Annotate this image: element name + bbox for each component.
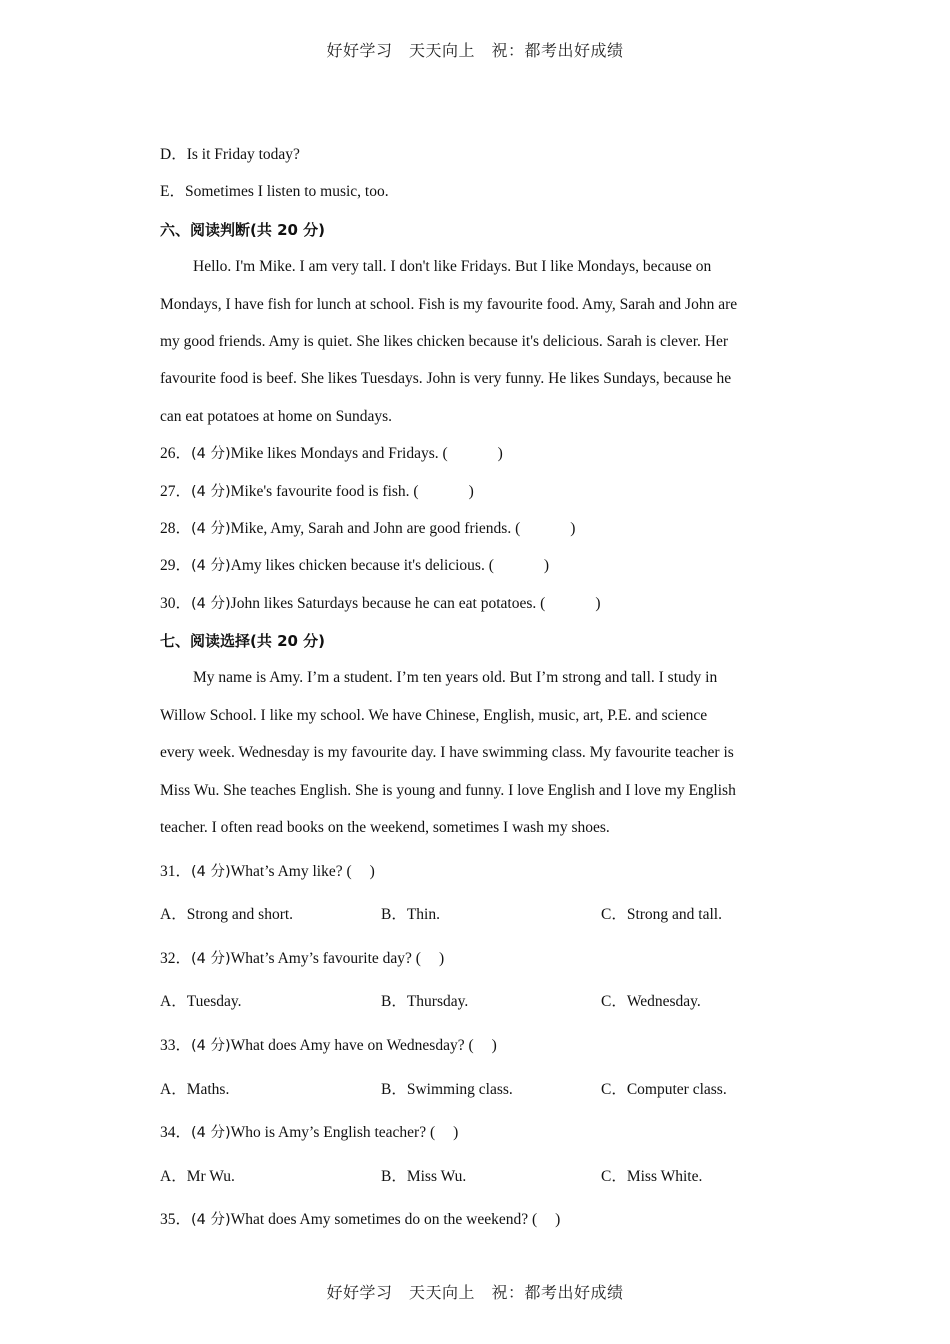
option-text: Tuesday. — [186, 993, 242, 1011]
question-close: ) — [595, 594, 601, 612]
options-31 — [160, 904, 792, 948]
option-letter: A． — [160, 1080, 187, 1098]
passage-1-line: Mondays, I have fish for lunch at school. Fish is my favourite food. Amy, Sarah and John are — [160, 295, 738, 313]
option-c[interactable] — [601, 1079, 727, 1101]
question-score: (4 分) — [191, 1038, 231, 1054]
section-6-title: 六、阅读判断(共 20 分) — [160, 220, 326, 239]
question-close: ) — [543, 557, 550, 575]
option-text: Wednesday. — [626, 993, 701, 1011]
option-b[interactable] — [381, 904, 440, 926]
option-a[interactable] — [160, 1166, 235, 1188]
question-score: (4 分) — [191, 483, 231, 500]
option-a[interactable] — [160, 1079, 229, 1101]
option-letter: C． — [601, 993, 627, 1011]
question-score: (4 分) — [191, 863, 231, 880]
option-e — [160, 181, 792, 218]
option-a[interactable] — [160, 991, 242, 1013]
option-text: Miss Wu. — [406, 1167, 467, 1185]
option-letter: D． — [160, 146, 187, 163]
passage-2-line: every week. Wednesday is my favourite day. I have swimming class. My favourite teacher is — [160, 744, 734, 762]
option-text: Strong and tall. — [626, 906, 722, 924]
passage-2-line: Willow School. I like my school. We have Chinese, English, music, art, P.E. and science — [160, 706, 708, 724]
option-letter: A． — [160, 1167, 187, 1185]
question-text: Mike likes Mondays and Fridays. ( — [230, 445, 448, 463]
passage-1-line: can eat potatoes at home on Sundays. — [160, 407, 393, 425]
question-number: 34． — [160, 1124, 192, 1142]
passage-2-line: teacher. I often read books on the weekend, sometimes I wash my shoes. — [160, 819, 610, 837]
question-text: Amy likes chicken because it's delicious. ( — [230, 557, 494, 575]
section-7-title: 七、阅读选择(共 20 分) — [160, 632, 326, 651]
question-number: 28． — [160, 519, 192, 537]
question-score: (4 分) — [191, 446, 231, 463]
option-letter: C． — [601, 1080, 627, 1098]
question-score: (4 分) — [191, 520, 231, 537]
option-text: Thursday. — [406, 993, 469, 1011]
question-number: 26． — [160, 445, 192, 463]
question-34 — [160, 1122, 792, 1166]
passage-1-line: favourite food is beef. She likes Tuesdays. John is very funny. He likes Sundays, because he — [160, 370, 732, 388]
option-text: Mr Wu. — [186, 1167, 235, 1185]
question-text: What’s Amy like? ( — [230, 862, 352, 880]
question-close: ) — [438, 949, 445, 967]
option-text: Thin. — [406, 906, 440, 924]
question-score: (4 分) — [191, 595, 231, 612]
question-number: 33． — [160, 1037, 192, 1054]
option-text: Sometimes I listen to music, too. — [184, 183, 389, 201]
question-29 — [160, 555, 792, 592]
question-28 — [160, 518, 792, 555]
question-close: ) — [491, 1037, 497, 1054]
option-letter: C． — [601, 906, 627, 924]
question-31 — [160, 861, 792, 905]
option-c[interactable] — [601, 991, 701, 1013]
question-text: What’s Amy’s favourite day? ( — [230, 949, 421, 967]
question-close: ) — [555, 1211, 561, 1229]
page-header: 好好学习 天天向上 祝：都考出好成绩 — [326, 41, 624, 60]
option-letter: B． — [381, 906, 407, 924]
question-score: (4 分) — [191, 1125, 231, 1142]
option-letter: B． — [381, 1167, 407, 1185]
option-b[interactable] — [381, 1079, 513, 1101]
question-close: ) — [468, 482, 474, 500]
question-27 — [160, 481, 792, 518]
question-32 — [160, 948, 792, 992]
passage-2-line: Miss Wu. She teaches English. She is young and funny. I love English and I love my English — [160, 781, 736, 799]
question-score: (4 分) — [191, 950, 231, 967]
passage-1-line: my good friends. Amy is quiet. She likes chicken because it's delicious. Sarah is clever. Her — [160, 332, 728, 350]
option-b[interactable] — [381, 991, 468, 1013]
question-number: 27． — [160, 482, 192, 500]
question-number: 32． — [160, 949, 192, 967]
question-close: ) — [570, 519, 576, 537]
option-d — [160, 144, 792, 181]
passage-1-line: Hello. I'm Mike. I am very tall. I don't like Fridays. But I like Mondays, because on — [193, 258, 712, 276]
option-text: Swimming class. — [406, 1080, 513, 1098]
question-close: ) — [453, 1124, 459, 1142]
option-letter: C． — [601, 1167, 627, 1185]
option-a[interactable] — [160, 904, 293, 926]
question-number: 31． — [160, 862, 192, 880]
option-letter: E． — [160, 183, 185, 201]
option-letter: A． — [160, 993, 187, 1011]
question-text: What does Amy sometimes do on the weekend? ( — [230, 1211, 538, 1229]
option-text: Maths. — [186, 1080, 230, 1098]
question-text: Mike's favourite food is fish. ( — [230, 482, 419, 500]
option-text: Strong and short. — [186, 906, 294, 924]
question-score: (4 分) — [191, 558, 231, 575]
options-33 — [160, 1079, 792, 1123]
options-32 — [160, 991, 792, 1035]
page-footer: 好好学习 天天向上 祝：都考出好成绩 — [326, 1283, 624, 1302]
question-30 — [160, 593, 792, 630]
option-text: Is it Friday today? — [186, 146, 300, 163]
option-letter: B． — [381, 993, 407, 1011]
question-close: ) — [497, 445, 503, 463]
option-letter: B． — [381, 1080, 407, 1098]
option-c[interactable] — [601, 1166, 702, 1188]
question-text: What does Amy have on Wednesday? ( — [230, 1037, 474, 1054]
question-score: (4 分) — [191, 1212, 231, 1229]
options-34 — [160, 1166, 792, 1210]
question-number: 35． — [160, 1211, 192, 1229]
option-b[interactable] — [381, 1166, 466, 1188]
question-35 — [160, 1209, 792, 1253]
question-number: 30． — [160, 594, 192, 612]
option-letter: A． — [160, 906, 187, 924]
document-body — [160, 144, 792, 1253]
question-26 — [160, 443, 792, 480]
question-close: ) — [369, 862, 375, 880]
option-text: Miss White. — [626, 1167, 703, 1185]
option-text: Computer class. — [626, 1080, 727, 1098]
question-text: Mike, Amy, Sarah and John are good friends. ( — [230, 519, 521, 537]
question-text: John likes Saturdays because he can eat potatoes. ( — [230, 594, 546, 612]
question-text: Who is Amy’s English teacher? ( — [230, 1124, 436, 1142]
question-33 — [160, 1035, 792, 1079]
passage-2-line: My name is Amy. I’m a student. I’m ten years old. But I’m strong and tall. I study in — [193, 669, 718, 687]
question-number: 29． — [160, 557, 192, 575]
option-c[interactable] — [601, 904, 722, 926]
